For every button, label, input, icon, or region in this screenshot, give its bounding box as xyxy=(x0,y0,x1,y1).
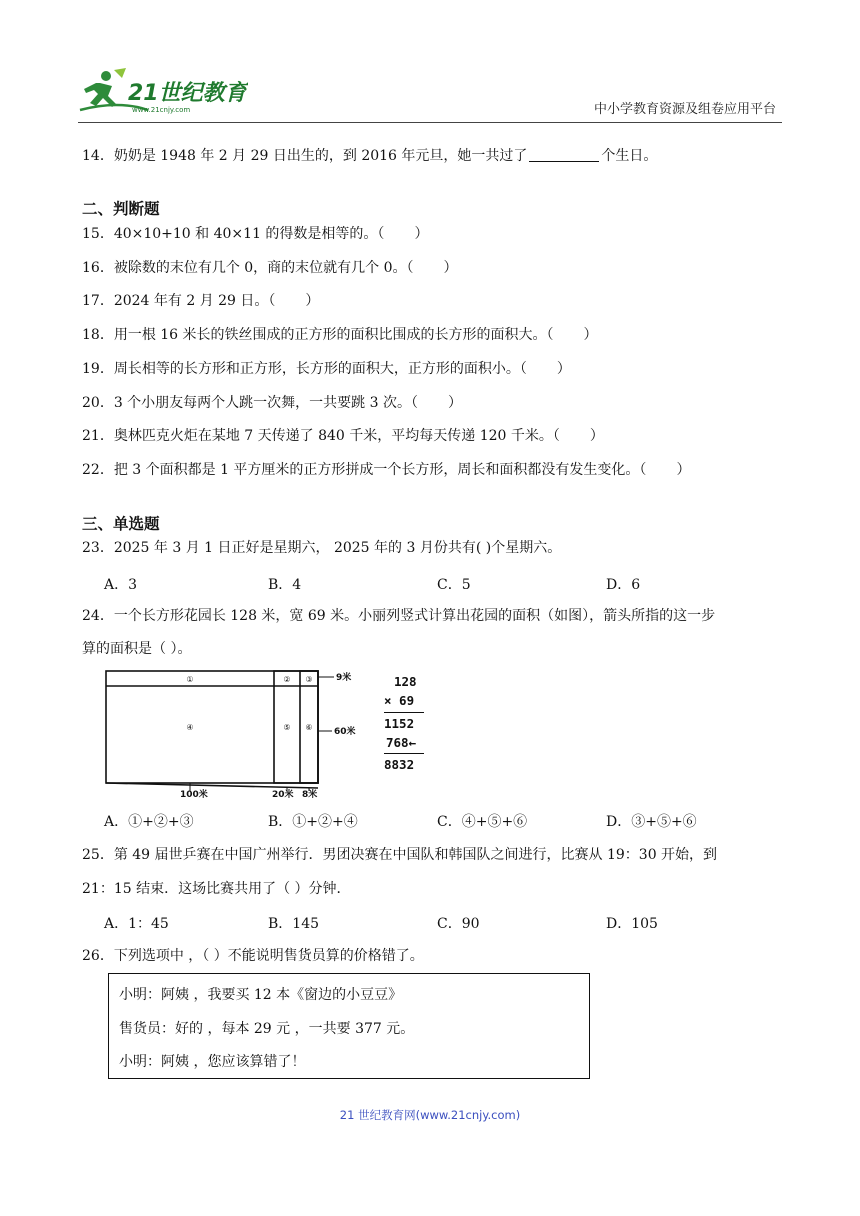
dimension-label-100m: 100米 xyxy=(180,790,208,799)
mult-line: 1152 xyxy=(384,716,415,731)
section-title-judge: 二、判断题 xyxy=(82,200,160,218)
dialog-box xyxy=(108,973,590,1079)
question-24-line2: 算的面积是（ ）。 xyxy=(82,641,192,657)
dimension-label-20m: 20米 xyxy=(272,790,294,799)
dialog-line: 售货员：好的 ，每本 29 元 ，一共要 377 元。 xyxy=(119,1021,415,1037)
option-c[interactable]: C．④+⑤+⑥ xyxy=(437,814,528,830)
region-label: ⑥ xyxy=(305,723,313,732)
dialog-line: 小明：阿姨 ，您应该算错了！ xyxy=(119,1054,306,1070)
dimension-label-9m: 9米 xyxy=(336,673,352,683)
page-footer: 21 世纪教育网(www.21cnjy.com) xyxy=(339,1108,521,1122)
site-logo xyxy=(78,66,248,116)
platform-name: 中小学教育资源及组卷应用平台 xyxy=(593,102,776,117)
region-label: ⑤ xyxy=(283,723,291,732)
header-divider xyxy=(78,122,782,123)
option-d[interactable]: D．105 xyxy=(606,916,658,932)
logo-text: 21世纪教育 xyxy=(128,81,247,106)
question-22: 22．把 3 个面积都是 1 平方厘米的正方形拼成一个长方形，周长和面积都没有发生变化。（ ） xyxy=(82,462,691,478)
page-header xyxy=(0,0,860,125)
question-25-line1: 25．第 49 届世乒赛在中国广州举行．男团决赛在中国队和韩国队之间进行，比赛从 19：30 开始，到 xyxy=(82,847,718,863)
region-label: ① xyxy=(186,675,194,684)
mult-line: 768← xyxy=(386,735,417,750)
option-c[interactable]: C．90 xyxy=(437,916,480,932)
question-14-end: 个生日。 xyxy=(601,148,658,164)
question-14-text: 14．奶奶是 1948 年 2 月 29 日出生的，到 2016 年元旦，她一共过了 xyxy=(82,148,528,164)
question-16: 16．被除数的末位有几个 0，商的末位就有几个 0。（ ） xyxy=(82,260,458,276)
question-26: 26．下列选项中 ，（ ）不能说明售货员算的价格错了。 xyxy=(82,948,424,964)
dimension-label-8m: 8米 xyxy=(302,790,318,799)
option-a[interactable]: A．1：45 xyxy=(104,916,169,932)
dimension-label-60m: 60米 xyxy=(334,727,356,737)
question-24-line1: 24．一个长方形花园长 128 米，宽 69 米。小丽列竖式计算出花园的面积（如图），箭头所指的这一步 xyxy=(82,608,716,624)
question-19: 19．周长相等的长方形和正方形，长方形的面积大，正方形的面积小。（ ） xyxy=(82,361,571,377)
option-b[interactable]: B．145 xyxy=(268,916,320,932)
option-c[interactable]: C．5 xyxy=(437,577,471,593)
option-d[interactable]: D．③+⑤+⑥ xyxy=(606,814,697,830)
option-d[interactable]: D．6 xyxy=(606,577,641,593)
mult-line: 128 xyxy=(394,674,417,689)
option-b[interactable]: B．4 xyxy=(268,577,302,593)
question-20: 20．3 个小朋友每两个人跳一次舞，一共要跳 3 次。（ ） xyxy=(82,395,462,411)
logo-subtext: www.21cnjy.com xyxy=(132,106,191,114)
question-17: 17．2024 年有 2 月 29 日。（ ） xyxy=(82,293,320,309)
answer-blank[interactable] xyxy=(529,147,599,162)
dialog-line: 小明：阿姨 ，我要买 12 本《窗边的小豆豆》 xyxy=(119,987,403,1003)
mult-rule xyxy=(384,712,424,713)
question-25-line2: 21：15 结束．这场比赛共用了（ ）分钟． xyxy=(82,881,351,897)
region-label: ② xyxy=(283,675,291,684)
question-15: 15．40×10+10 和 40×11 的得数是相等的。（ ） xyxy=(82,226,429,242)
question-21: 21．奥林匹克火炬在某地 7 天传递了 840 千米，平均每天传递 120 千米。（ ） xyxy=(82,428,604,444)
question-23: 23．2025 年 3 月 1 日正好是星期六， 2025 年的 3 月份共有( )个星期六。 xyxy=(82,540,562,556)
option-a[interactable]: A．①+②+③ xyxy=(104,814,194,830)
question-18: 18．用一根 16 米长的铁丝围成的正方形的面积比围成的长方形的面积大。（ ） xyxy=(82,327,598,343)
mult-line: × 69 xyxy=(384,693,415,708)
region-label: ④ xyxy=(186,723,194,732)
mult-rule xyxy=(384,753,424,754)
region-label: ③ xyxy=(305,675,313,684)
mult-line: 8832 xyxy=(384,757,415,772)
option-a[interactable]: A．3 xyxy=(104,577,138,593)
section-title-choice: 三、单选题 xyxy=(82,515,160,533)
question-14 xyxy=(82,146,657,166)
option-b[interactable]: B．①+②+④ xyxy=(268,814,358,830)
